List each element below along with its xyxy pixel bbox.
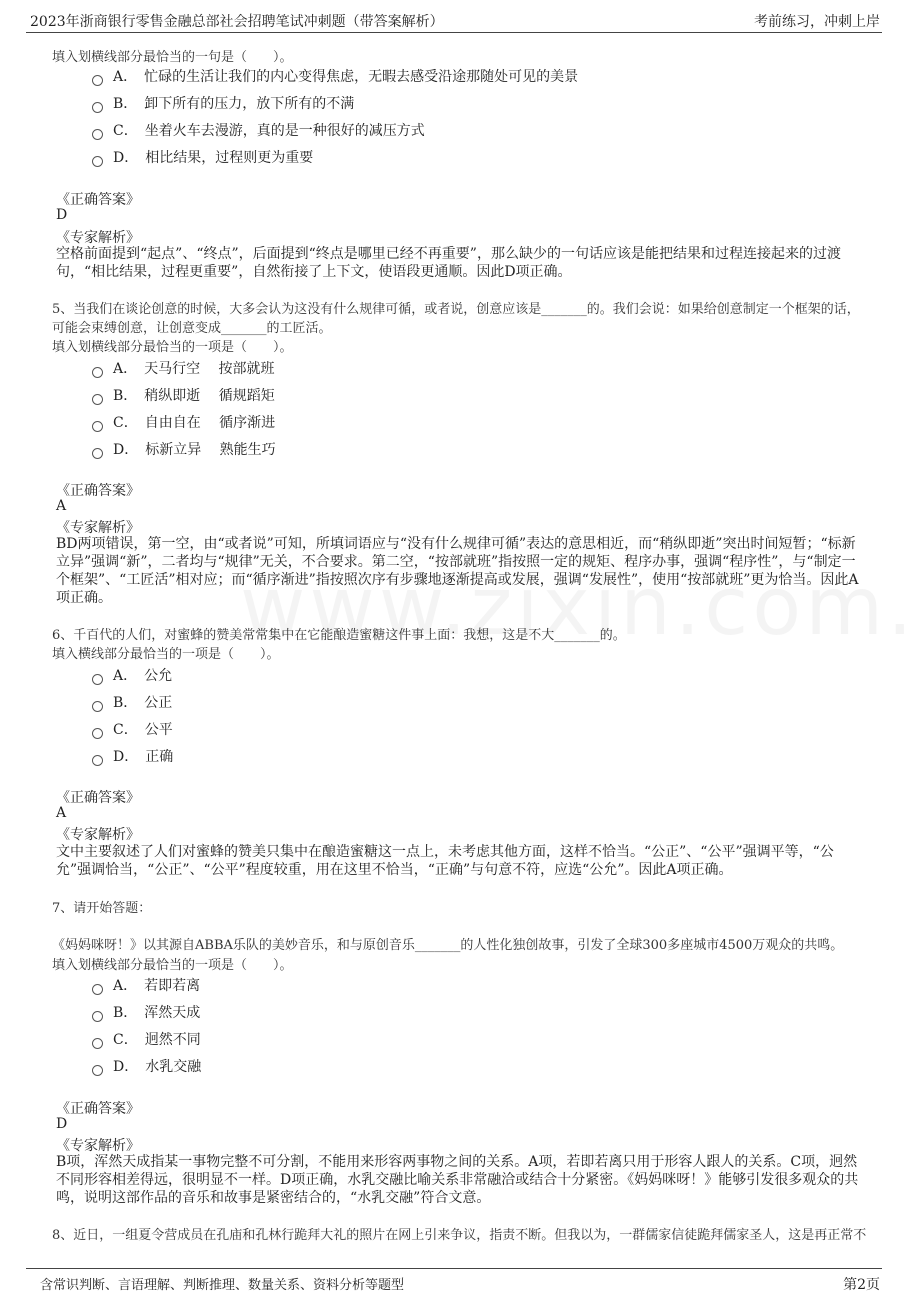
q7-option-c[interactable]: C． 迥然不同 bbox=[92, 1029, 201, 1047]
radio-icon[interactable] bbox=[92, 728, 103, 739]
q6-option-b[interactable]: B． 公正 bbox=[92, 692, 172, 710]
q4-analysis-label: 《专家解析》 bbox=[56, 230, 140, 246]
q6-option-a[interactable]: A． 公允 bbox=[92, 665, 172, 683]
radio-icon[interactable] bbox=[92, 1038, 103, 1049]
q5-answer: A bbox=[56, 498, 67, 514]
q4-option-d[interactable]: D． 相比结果，过程则更为重要 bbox=[92, 147, 313, 165]
q6-stem: 6、千百代的人们，对蜜蜂的赞美常常集中在它能酿造蜜糖这件事上面：我想，这是不大_______的。 bbox=[52, 628, 626, 643]
radio-icon[interactable] bbox=[92, 421, 103, 432]
q5-answer-label: 《正确答案》 bbox=[56, 483, 140, 499]
header-title: 2023年浙商银行零售金融总部社会招聘笔试冲刺题（带答案解析） bbox=[30, 14, 444, 30]
q7-option-b[interactable]: B． 浑然天成 bbox=[92, 1002, 200, 1020]
radio-icon[interactable] bbox=[92, 674, 103, 685]
q7-option-a[interactable]: A． 若即若离 bbox=[92, 975, 200, 993]
q4-analysis: 空格前面提到“起点”、“终点”，后面提到“终点是哪里已经不再重要”，那么缺少的一句话应该是能把结果和过程连接起来的过渡句，“相比结果，过程更重要”，自然衔接了上下文，使语段更通顺。因此D项正确。 bbox=[56, 246, 841, 280]
radio-icon[interactable] bbox=[92, 367, 103, 378]
q5-option-c[interactable]: C． 自由自在 循序渐进 bbox=[92, 412, 275, 430]
q5-analysis: BD两项错误，第一空，由“或者说”可知，所填词语应与“没有什么规律可循”表达的意思相近，而“稍纵即逝”突出时间短暂；“标新立异”强调“新”，二者均与“规律”无关，不合要求。第二空，“按部就班”指按照一定的规矩、程序办事，强调“程序性”，与“制定一个框架”、“工匠活”相对应；而“循序渐进”指按照次序有步骤地逐渐提高或发展，强调“发展性”，使用“按部就班”更为恰当。因此A项正确。 bbox=[56, 536, 859, 606]
q6-analysis: 文中主要叙述了人们对蜜蜂的赞美只集中在酿造蜜糖这一点上，未考虑其他方面，这样不恰当。“公正”、“公平”强调平等，“公允”强调恰当，“公正”、“公平”程度较重，用在这里不恰当，“正确”与句意不符，应选“公允”。因此A项正确。 bbox=[56, 844, 834, 878]
q6-prompt: 填入横线部分最恰当的一项是（ ）。 bbox=[52, 647, 280, 662]
radio-icon[interactable] bbox=[92, 984, 103, 995]
q6-answer-label: 《正确答案》 bbox=[56, 790, 140, 806]
q5-stem-line2: 可能会束缚创意，让创意变成_______的工匠活。 bbox=[52, 321, 332, 336]
radio-icon[interactable] bbox=[92, 129, 103, 140]
q7-option-d[interactable]: D． 水乳交融 bbox=[92, 1056, 201, 1074]
q7-intro: 7、请开始答题： bbox=[52, 901, 152, 916]
q7-answer: D bbox=[56, 1116, 68, 1132]
page-footer bbox=[0, 1262, 920, 1302]
q4-option-b[interactable]: B． 卸下所有的压力，放下所有的不满 bbox=[92, 93, 354, 111]
radio-icon[interactable] bbox=[92, 1011, 103, 1022]
q6-answer: A bbox=[56, 805, 67, 821]
header-divider bbox=[26, 32, 882, 33]
q7-answer-label: 《正确答案》 bbox=[56, 1101, 140, 1117]
page-number: 第2页 bbox=[843, 1277, 880, 1293]
q5-stem-line1: 5、当我们在谈论创意的时候，大多会认为这没有什么规律可循，或者说，创意应该是_______的。我们会说：如果给创意制定一个框架的话， bbox=[52, 302, 860, 317]
header-slogan: 考前练习，冲刺上岸 bbox=[754, 14, 880, 30]
footer-divider bbox=[26, 1268, 882, 1269]
radio-icon[interactable] bbox=[92, 102, 103, 113]
q8-stem: 8、近日，一组夏令营成员在孔庙和孔林行跪拜大礼的照片在网上引来争议，指责不断。但我以为，一群儒家信徒跪拜儒家圣人，这是再正常不 bbox=[52, 1228, 867, 1243]
q5-analysis-label: 《专家解析》 bbox=[56, 520, 140, 536]
q4-option-a[interactable]: A． 忙碌的生活让我们的内心变得焦虑，无暇去感受沿途那随处可见的美景 bbox=[92, 66, 578, 84]
radio-icon[interactable] bbox=[92, 755, 103, 766]
radio-icon[interactable] bbox=[92, 1065, 103, 1076]
q4-answer-label: 《正确答案》 bbox=[56, 192, 140, 208]
page-header bbox=[0, 0, 920, 36]
q7-analysis-label: 《专家解析》 bbox=[56, 1138, 140, 1154]
q5-option-b[interactable]: B． 稍纵即逝 循规蹈矩 bbox=[92, 385, 275, 403]
q7-analysis: B项，浑然天成指某一事物完整不可分割，不能用来形容两事物之间的关系。A项，若即若离只用于形容人跟人的关系。C项，迥然不同形容相差得远，很明显不一样。D项正确，水乳交融比喻关系非常融洽或结合十分紧密。《妈妈咪呀！》能够引发很多观众的共鸣，说明这部作品的音乐和故事是紧密结合的，“水乳交融”符合文意。 bbox=[56, 1154, 859, 1206]
q6-analysis-label: 《专家解析》 bbox=[56, 827, 140, 843]
q5-option-d[interactable]: D． 标新立异 熟能生巧 bbox=[92, 439, 276, 457]
radio-icon[interactable] bbox=[92, 156, 103, 167]
radio-icon[interactable] bbox=[92, 394, 103, 405]
radio-icon[interactable] bbox=[92, 75, 103, 86]
q6-option-d[interactable]: D． 正确 bbox=[92, 746, 173, 764]
q4-answer: D bbox=[56, 207, 68, 223]
q4-option-c[interactable]: C． 坐着火车去漫游，真的是一种很好的减压方式 bbox=[92, 120, 425, 138]
q7-stem: 《妈妈咪呀！》以其源自ABBA乐队的美妙音乐，和与原创音乐_______的人性化独创故事，引发了全球300多座城市4500万观众的共鸣。 bbox=[52, 938, 844, 953]
q4-prompt: 填入划横线部分最恰当的一句是（ ）。 bbox=[52, 50, 293, 65]
radio-icon[interactable] bbox=[92, 448, 103, 459]
q7-prompt: 填入划横线部分最恰当的一项是（ ）。 bbox=[52, 958, 293, 973]
q5-prompt: 填入划横线部分最恰当的一项是（ ）。 bbox=[52, 340, 293, 355]
footer-note: 含常识判断、言语理解、判断推理、数量关系、资料分析等题型 bbox=[40, 1278, 405, 1293]
radio-icon[interactable] bbox=[92, 701, 103, 712]
q5-option-a[interactable]: A． 天马行空 按部就班 bbox=[92, 358, 275, 376]
q6-option-c[interactable]: C． 公平 bbox=[92, 719, 173, 737]
